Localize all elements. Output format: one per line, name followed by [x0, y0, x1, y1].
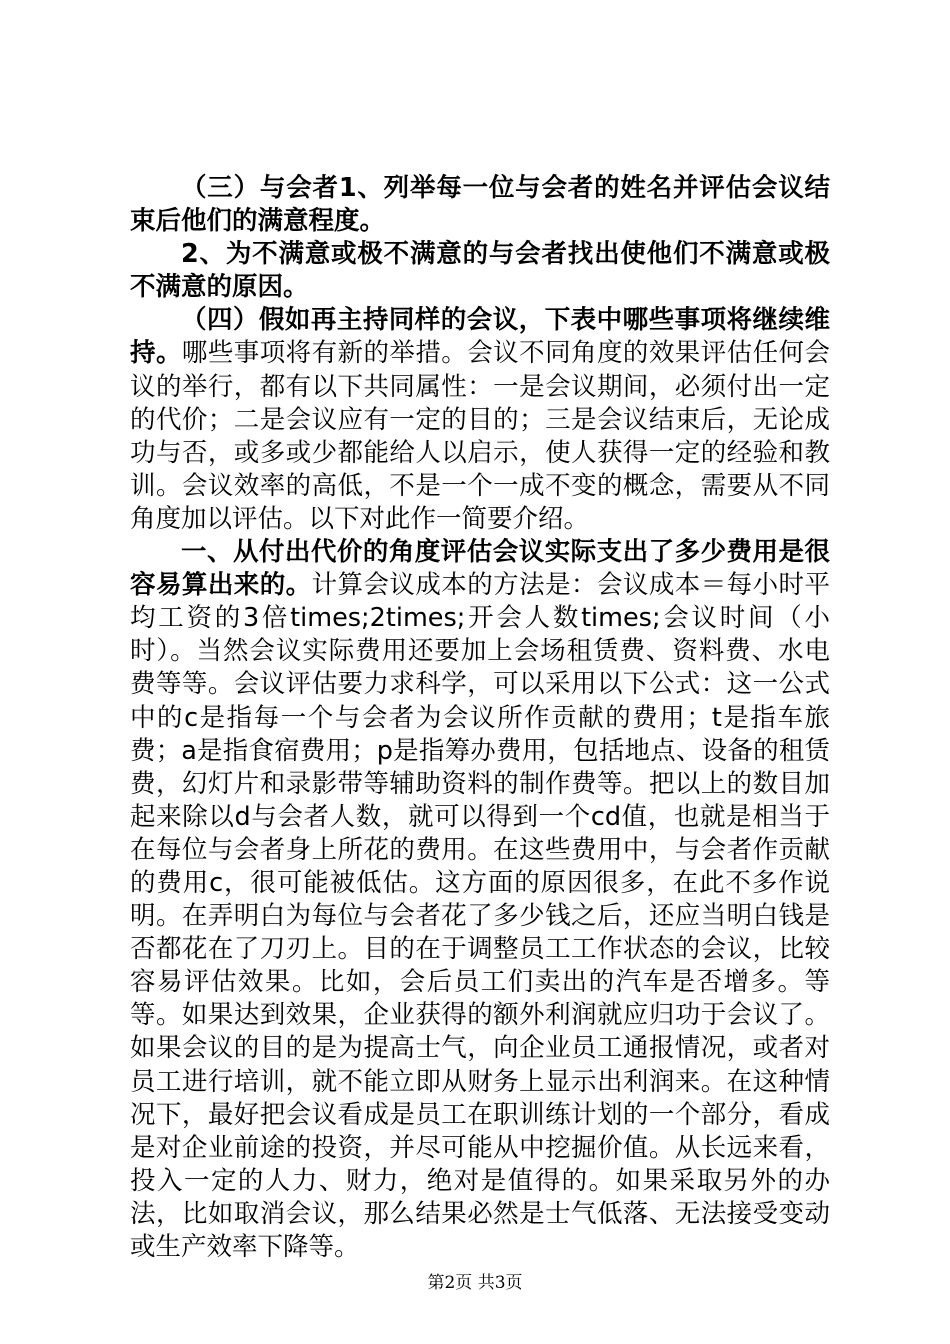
page-footer: [0, 1268, 950, 1293]
page-number: 第2页 共3页: [427, 1273, 523, 1293]
paragraph-normal-text: 哪些事项将有新的举措。会议不同角度的效果评估任何会议的举行，都有以下共同属性：一是会议期间，必须付出一定的代价；二是会议应有一定的目的；三是会议结束后，无论成功与否，或多或少都能给人以启示，使人获得一定的经验和教训。会议效率的高低，不是一个一成不变的概念，需要从不同角度加以评估。以下对此作一简要介绍。: [130, 338, 830, 534]
paragraph-bold-text: 一、从付出代价的角度评估会议实际支出了多少费用是很容易算出来的。: [130, 537, 830, 601]
paragraph-dissatisfaction-reasons: [130, 238, 830, 304]
paragraph-bold-text: （四）假如再主持同样的会议，下表中哪些事项将继续维持。: [130, 305, 830, 369]
paragraph-future-meetings: [130, 304, 830, 536]
paragraph-bold-text: 2、为不满意或极不满意的与会者找出使他们不满意或极不满意的原因。: [130, 239, 830, 303]
paragraph-bold-text: （三）与会者1、列举每一位与会者的姓名并评估会议结束后他们的满意程度。: [130, 173, 830, 237]
paragraph-cost-evaluation: [130, 536, 830, 1264]
document-body: [130, 172, 830, 1264]
paragraph-normal-text: 计算会议成本的方法是：会议成本＝每小时平均工资的3倍times;2times;开会人数times;会议时间（小时）。当然会议实际费用还要加上会场租赁费、资料费、水电费等等。会议评估要力求科学，可以采用以下公式：这一公式中的c是指每一个与会者为会议所作贡献的费用；t是指车旅费；a是指食宿费用；p是指筹办费用，包括地点、设备的租赁费，幻灯片和录影带等辅助资料的制作费等。把以上的数目加起来除以d与会者人数，就可以得到一个cd值，也就是相当于在每位与会者身上所花的费用。在这些费用中，与会者作贡献的费用c，很可能被低估。这方面的原因很多，在此不多作说明。在弄明白为每位与会者花了多少钱之后，还应当明白钱是否都花在了刀刃上。目的在于调整员工工作状态的会议，比较容易评估效果。比如，会后员工们卖出的汽车是否增多。等等。如果达到效果，企业获得的额外利润就应归功于会议了。如果会议的目的是为提高士气，向企业员工通报情况，或者对员工进行培训，就不能立即从财务上显示出利润来。在这种情况下，最好把会议看成是员工在职训练计划的一个部分，看成是对企业前途的投资，并尽可能从中挖掘价值。从长远来看，投入一定的人力、财力，绝对是值得的。如果采取另外的办法，比如取消会议，那么结果必然是士气低落、无法接受变动或生产效率下降等。: [130, 570, 830, 1262]
paragraph-attendees-satisfaction: [130, 172, 830, 238]
